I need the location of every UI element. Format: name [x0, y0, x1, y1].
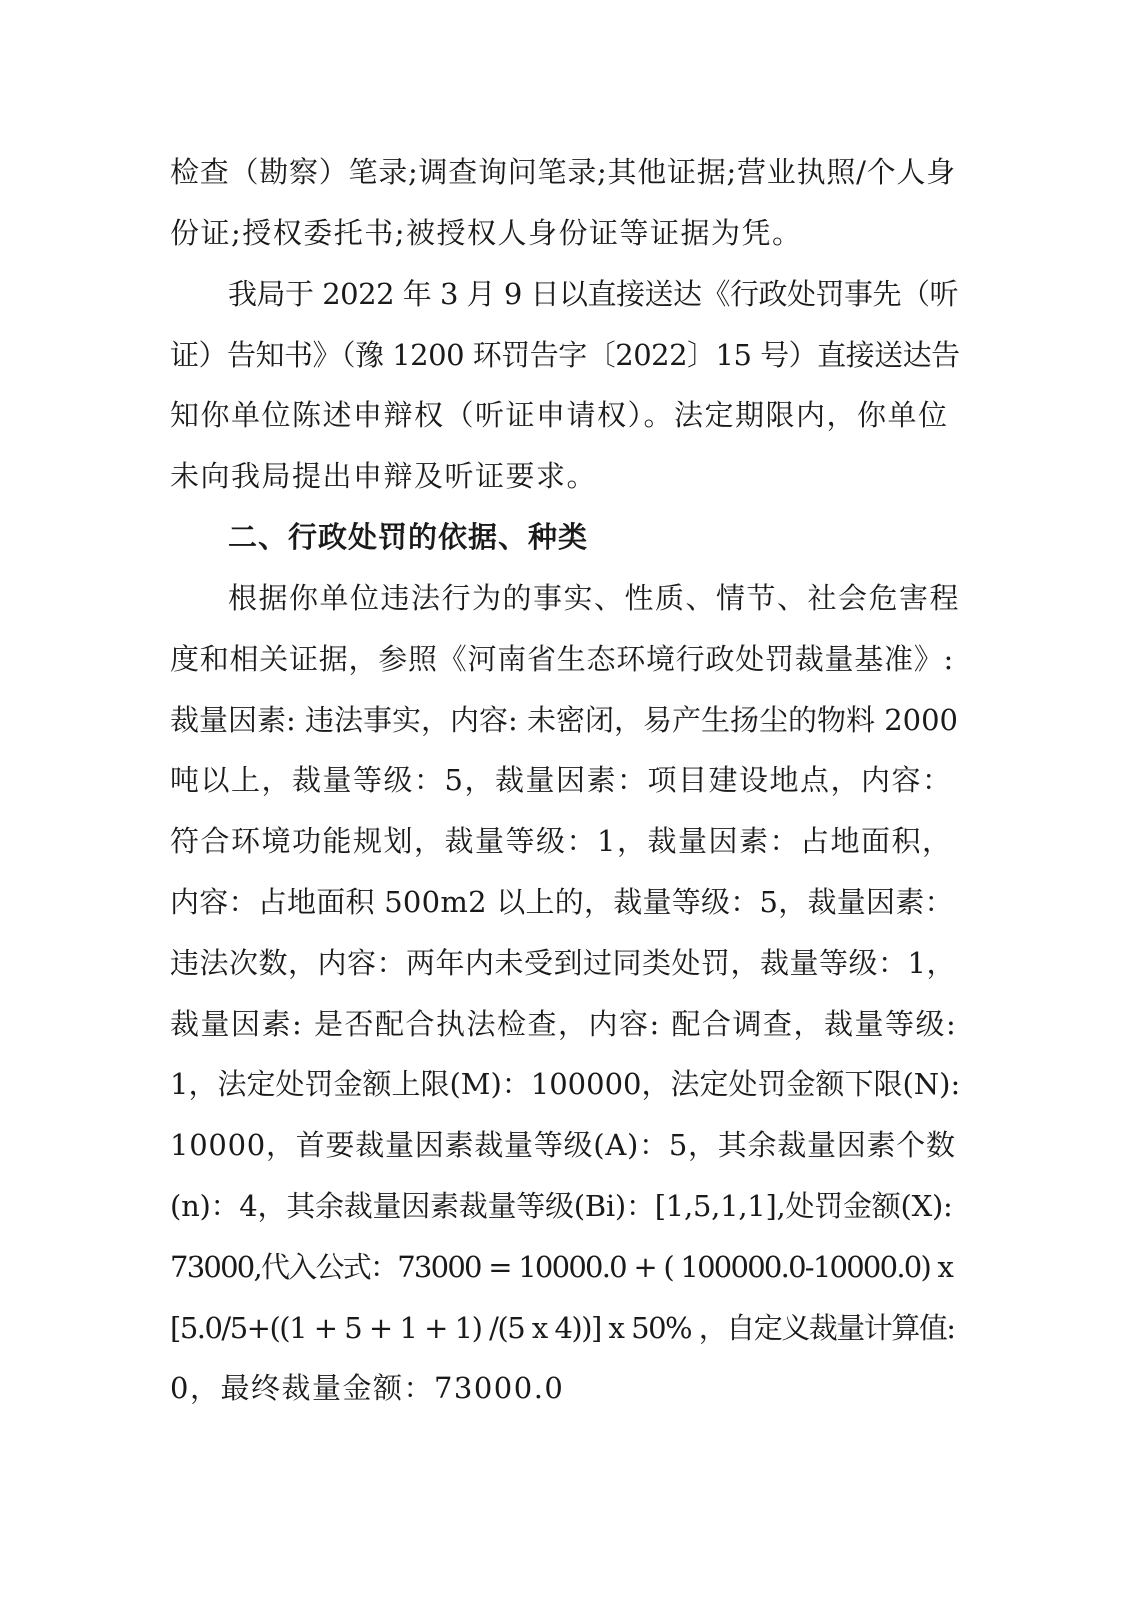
- text-line: 1，法定处罚金额上限(M)：100000，法定处罚金额下限(N):: [170, 1067, 961, 1101]
- text-line: 裁量因素: 违法事实，内容: 未密闭，易产生扬尘的物料 2000: [170, 703, 958, 737]
- text-line: [5.0/5+((1 + 5 + 1 + 1) /(5 x 4))] x 50% ，自定义裁量计算值:: [170, 1311, 955, 1345]
- text-line: 吨以上，裁量等级：5，裁量因素：项目建设地点，内容：: [170, 763, 953, 797]
- section-heading: 二、行政处罚的依据、种类: [228, 520, 589, 554]
- text-line: 知你单位陈述申辩权（听证申请权）。法定期限内，你单位: [170, 398, 949, 432]
- text-line: 裁量因素: 是否配合执法检查，内容: 配合调查，裁量等级:: [170, 1007, 958, 1041]
- text-line: 0，最终裁量金额：73000.0: [170, 1371, 565, 1405]
- text-line: 证）告知书》（豫 1200 环罚告字〔2022〕15 号）直接送达告: [170, 338, 960, 372]
- text-line: 违法次数，内容：两年内未受到过同类处罚，裁量等级：1，: [170, 946, 956, 980]
- text-line: 检查（勘察）笔录;调查询问笔录;其他证据;营业执照/个人身: [170, 155, 956, 189]
- text-line: (n)：4，其余裁量因素裁量等级(Bi)：[1,5,1,1],处罚金额(X):: [170, 1189, 953, 1223]
- paragraph-first-line: 根据你单位违法行为的事实、性质、情节、社会危害程: [228, 581, 961, 615]
- text-line: 10000，首要裁量因素裁量等级(A)：5，其余裁量因素个数: [170, 1128, 956, 1162]
- text-line: 内容：占地面积 500m2 以上的，裁量等级：5，裁量因素：: [170, 885, 954, 919]
- text-line: 符合环境功能规划，裁量等级：1，裁量因素：占地面积，: [170, 824, 953, 858]
- text-line: 73000,代入公式：73000 = 10000.0 + ( 100000.0-10000.0) x: [170, 1250, 953, 1284]
- paragraph-first-line: 我局于 2022 年 3 月 9 日以直接送达《行政处罚事先（听: [228, 277, 959, 311]
- text-line: 未向我局提出申辩及听证要求。: [170, 459, 598, 493]
- text-line: 份证;授权委托书;被授权人身份证等证据为凭。: [170, 216, 803, 250]
- text-line: 度和相关证据，参照《河南省生态环境行政处罚裁量基准》:: [170, 642, 955, 676]
